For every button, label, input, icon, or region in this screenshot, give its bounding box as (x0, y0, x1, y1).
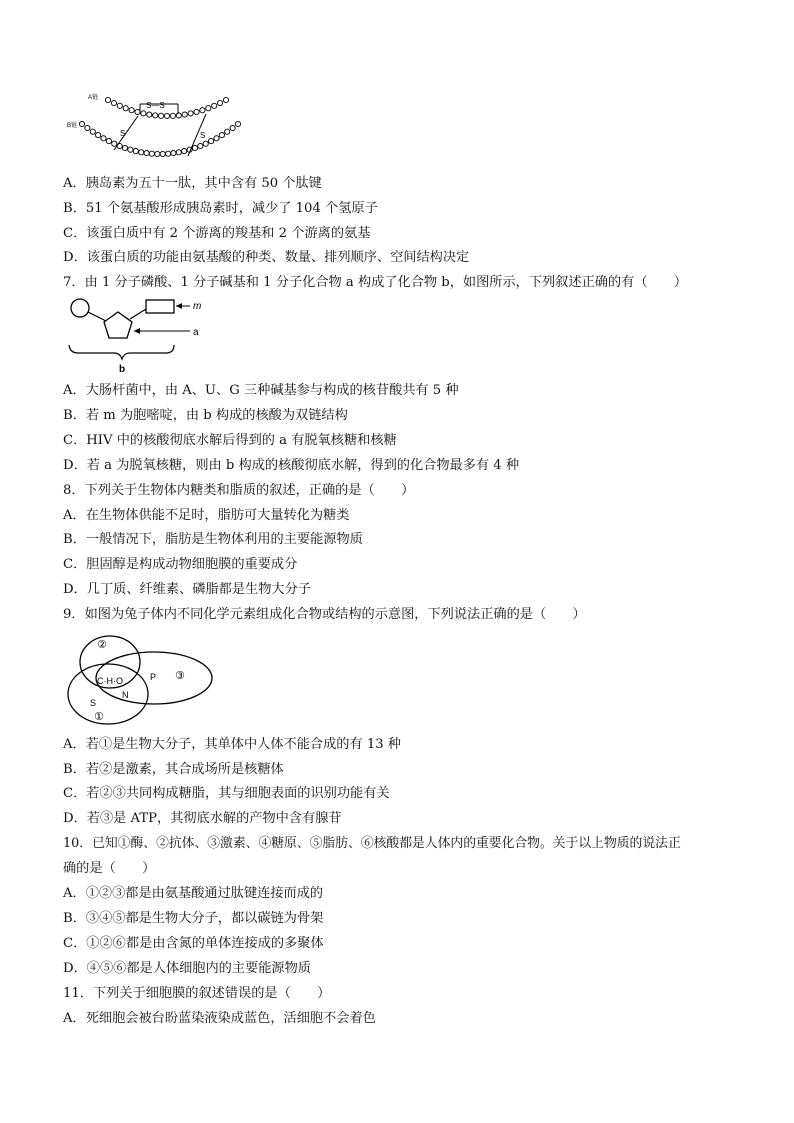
amino-acid-bead (133, 149, 138, 154)
q10-option-c: C．①②⑥都是由含氮的单体连接成的多聚体 (63, 936, 324, 951)
amino-acid-bead (176, 113, 181, 118)
label-2: ② (97, 639, 107, 651)
amino-acid-bead (149, 151, 154, 156)
amino-acid-bead (96, 133, 101, 138)
amino-acid-bead (147, 112, 152, 117)
amino-acid-bead (159, 113, 164, 118)
q7-option-c: C．HIV 中的核酸彻底水解后得到的 a 有脱氧核糖和核糖 (63, 433, 397, 448)
q9-option-d: D．若③是 ATP，其彻底水解的产物中含有腺苷 (63, 811, 342, 826)
disulfide-bond-left (114, 116, 138, 150)
amino-acid-bead (79, 121, 84, 126)
amino-acid-bead (176, 150, 181, 155)
insulin-chains-diagram (67, 88, 240, 168)
amino-acid-bead (90, 129, 95, 134)
venn-diagram (64, 628, 214, 728)
insulin-figure (67, 88, 240, 168)
q10-option-a: A．①②③都是由氨基酸通过肽键连接而成的 (63, 886, 324, 901)
q8-stem: 8．下列关于生物体内糖类和脂质的叙述，正确的是（ ） (63, 483, 415, 498)
q9-option-c: C．若②③共同构成糖脂，其与细胞表面的识别功能有关 (63, 786, 390, 801)
amino-acid-bead (200, 108, 205, 113)
q10-option-b: B．③④⑤都是生物大分子，都以碳链为骨架 (63, 911, 324, 926)
bond-mid-left: S (120, 129, 126, 138)
q10-option-d: D．④⑤⑥都是人体细胞内的主要能源物质 (63, 961, 311, 976)
amino-acid-bead (101, 136, 106, 141)
amino-acid-bead (182, 149, 187, 154)
amino-acid-bead (122, 145, 127, 150)
chain-b (79, 121, 240, 156)
amino-acid-bead (155, 151, 160, 156)
bond-mid-right: S (200, 131, 206, 140)
label-s: S (90, 698, 97, 708)
q6-option-a: A．胰岛素为五十一肽，其中含有 50 个肽键 (63, 176, 322, 191)
base-box (146, 300, 174, 313)
label-1: ① (94, 711, 104, 723)
q7-option-d: D．若 a 为脱氧核糖，则由 b 构成的核酸彻底水解，得到的化合物最多有 4 种 (63, 458, 520, 473)
q10-stem-line2: 确的是（ ） (63, 861, 156, 876)
amino-acid-bead (144, 151, 149, 156)
label-a: a (193, 327, 199, 338)
q11-stem: 11．下列关于细胞膜的叙述错误的是（ ） (63, 986, 331, 1001)
chain-a-label: A链 (88, 95, 99, 101)
amino-acid-bead (129, 108, 134, 113)
amino-acid-bead (141, 111, 146, 116)
amino-acid-bead (209, 139, 214, 144)
q8-option-b: B．一般情况下，脂肪是生物体利用的主要能源物质 (63, 532, 363, 547)
amino-acid-bead (112, 141, 117, 146)
amino-acid-bead (203, 141, 208, 146)
bond-label: S—S (146, 101, 165, 110)
label-center: C·H·O (97, 676, 123, 686)
q6-option-d: D．该蛋白质的功能由氨基酸的种类、数量、排列顺序、空间结构决定 (63, 250, 470, 265)
q9-option-b: B．若②是激素，其合成场所是核糖体 (63, 762, 284, 777)
amino-acid-bead (135, 109, 140, 114)
amino-acid-bead (223, 97, 228, 102)
label-n: N (122, 690, 129, 700)
amino-acid-bead (153, 113, 158, 118)
amino-acid-bead (206, 106, 211, 111)
q9-option-a: A．若①是生物大分子，其单体中人体不能合成的有 13 种 (63, 737, 401, 752)
label-m: m (193, 301, 202, 312)
amino-acid-bead (117, 103, 122, 108)
q10-stem-line1: 10．已知①酶、②抗体、③激素、④糖原、⑤脂肪、⑥核酸都是人体内的重要化合物。关于以上物质的说法正 (63, 836, 681, 851)
nucleotide-diagram (66, 295, 216, 375)
amino-acid-bead (139, 150, 144, 155)
amino-acid-bead (218, 100, 223, 105)
amino-acid-bead (182, 112, 187, 117)
amino-acid-bead (164, 113, 169, 118)
q6-option-c: C．该蛋白质中有 2 个游离的羧基和 2 个游离的氨基 (63, 226, 371, 241)
amino-acid-bead (219, 133, 224, 138)
amino-acid-bead (171, 151, 176, 156)
q8-option-c: C．胆固醇是构成动物细胞膜的重要成分 (63, 557, 298, 572)
amino-acid-bead (105, 97, 110, 102)
q7-option-a: A．大肠杆菌中，由 A、U、G 三种碱基参与构成的核苷酸共有 5 种 (63, 383, 459, 398)
phosphate-circle (71, 299, 89, 317)
amino-acid-bead (128, 147, 133, 152)
amino-acid-bead (230, 125, 235, 130)
q8-option-d: D．几丁质、纤维素、磷脂都是生物大分子 (63, 582, 311, 597)
chain-b-label: B链 (67, 123, 78, 129)
amino-acid-bead (235, 121, 240, 126)
brace-b (69, 345, 174, 359)
amino-acid-bead (106, 139, 111, 144)
amino-acid-bead (160, 151, 165, 156)
amino-acid-bead (166, 151, 171, 156)
q9-stem: 9．如图为兔子体内不同化学元素组成化合物或结构的示意图，下列说法正确的是（ ） (63, 607, 586, 622)
pentose-ring (104, 312, 132, 338)
amino-acid-bead (225, 129, 230, 134)
q8-option-a: A．在生物体供能不足时，脂肪可大量转化为糖类 (63, 508, 350, 523)
q7-option-b: B．若 m 为胞嘧啶，由 b 构成的核酸为双链结构 (63, 408, 348, 423)
chain-a (105, 97, 228, 118)
label-3: ③ (175, 670, 185, 682)
amino-acid-bead (212, 103, 217, 108)
amino-acid-bead (188, 111, 193, 116)
q7-stem: 7．由 1 分子磷酸、1 分子碱基和 1 分子化合物 a 构成了化合物 b，如图所示，下列叙述正确的有（ ） (63, 275, 688, 290)
amino-acid-bead (123, 106, 128, 111)
q6-option-b: B．51 个氨基酸形成胰岛素时，减少了 104 个氢原子 (63, 201, 378, 216)
venn-figure (64, 628, 214, 728)
nucleotide-figure (66, 295, 216, 375)
amino-acid-bead (194, 109, 199, 114)
label-b: b (119, 364, 126, 375)
amino-acid-bead (214, 136, 219, 141)
q11-option-a: A．死细胞会被台盼蓝染液染成蓝色，活细胞不会着色 (63, 1011, 376, 1026)
amino-acid-bead (170, 113, 175, 118)
label-p: P (150, 672, 157, 682)
amino-acid-bead (111, 100, 116, 105)
amino-acid-bead (192, 145, 197, 150)
amino-acid-bead (198, 143, 203, 148)
amino-acid-bead (85, 125, 90, 130)
